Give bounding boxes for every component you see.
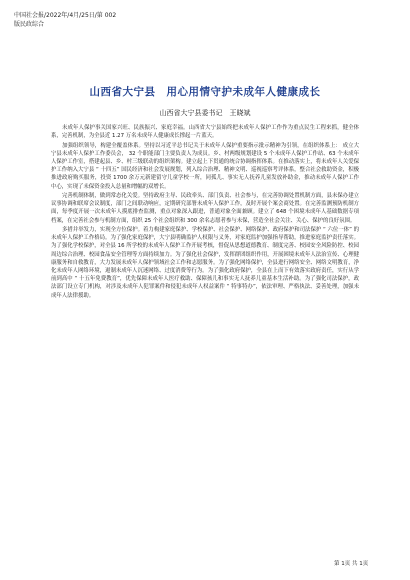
source-line-1: 中国社会报/2022年/4月/25日/第 002 <box>14 12 117 19</box>
article-body <box>51 124 359 301</box>
paragraph: 加强组织领导，构建全覆盖体系。坚持以习近平总书记关于未成年人保护重要指示批示精神为引领，在组织体系上： 成立大宁县未成年人保护工作委员会， 32 个职能部门主要负责人为成员。乡、村两级规划建设 5 个未成年人保护工作站、63 个未成年人保护工作室，搭建起县、乡、村三级联动的组织架构。建立起上下贯通的统合协调指挥体系。在推动落实上，将未成年人关爱保护工作纳入大宁县 “ 十四五” 国民经济和社会发展规划，列入综合治理、精神文明、巡视巡察考评体系，整合社会救助资金，积极推进政府购买服务，投资 1700 余万元新建留守儿童学校一所，同孤儿、事实无人抚养儿童发放补助金，推动未成年人保护工作中心，实现了未保资金投入总量和增幅的双增长。 <box>51 142 359 190</box>
article-title: 山西省大宁县 用心用情守护未成年人健康成长 <box>89 86 321 98</box>
source-line-2: 版民政综合 <box>14 21 45 28</box>
paragraph: 未成年人保护事关国家兴旺、民族振兴、家庭幸福。山西省大宁县始终把未成年人保护工作作为重点民生工程来抓，健全体系，完善机制，为全县近 1.27 万名未成年人健康成长撑起一片蓝天。 <box>51 125 359 140</box>
paragraph: 完善机制体制，做到常态化关爱。坚持政府主导、民政牵头、部门负责、社会参与，在完善协调处置机制方面，县未保办建立议事协调和联席会议制度，部门之间联动响应，定期研究部署未成年人保护工作，及时开展个案会商处置。在完善监测预防机制方面，每季度开展一次未成年人摸底排查监测，重点对象深入跟进，普通对象全面兼顾。建立了 648 个困境未成年人基础数据专项档案，在完善社会参与机制方面，组织 25 个社会组织和 300 余名志愿者参与未保，营造全社会关注、关心、保护的良好氛围。 <box>51 193 359 224</box>
page-number: 第 1页 共 1页 <box>334 561 369 567</box>
paragraph: 多措并举发力，实现全方位保护。着力构建家庭保护、学校保护、社会保护、网络保护、政府保护和司法保护 “ 六位一体” 的未成年人保护工作格局。为了强化家庭保护，大宁县明确监护人权限与义务，对家庭监护加强指导帮助，推进家庭监护责任落实。为了强化学校保护，对全县 16 所学校的未成年人保护工作开展考核，督促从思想道德教育、制度完善、校园安全风险防控、校园周边综合治理、校园食品安全管理等方面持续加力。为了强化社会保护，发挥群团组织作用，开展困境未成年人法治宣传、心理健康服务和自救教育，大力发展未成年人保护领域社会工作和志愿服务。为了强化网络保护，全县进行网络安全、网络文明教育，净化未成年人网络环境，遏制未成年人沉迷网络、过度消费等行为。为了强化政府保护，全县在上而下有效落实政府责任，实行从学前到高中 “ 十五年免费教育”，优先保障未成年人医疗救助、保障孩儿和事实无人抚养儿童基本生活补助。为了强化司法保护，政法部门设立专门机构，对涉及未成年人犯罪案件和侵犯未成年人权益案件 “ 特事特办”，依法审理、严格执法、妥善处理，加强未成年人法律援助。 <box>51 227 359 299</box>
article-byline: 山西省大宁县委书记 王晓斌 <box>159 109 251 117</box>
source-meta <box>14 11 116 29</box>
